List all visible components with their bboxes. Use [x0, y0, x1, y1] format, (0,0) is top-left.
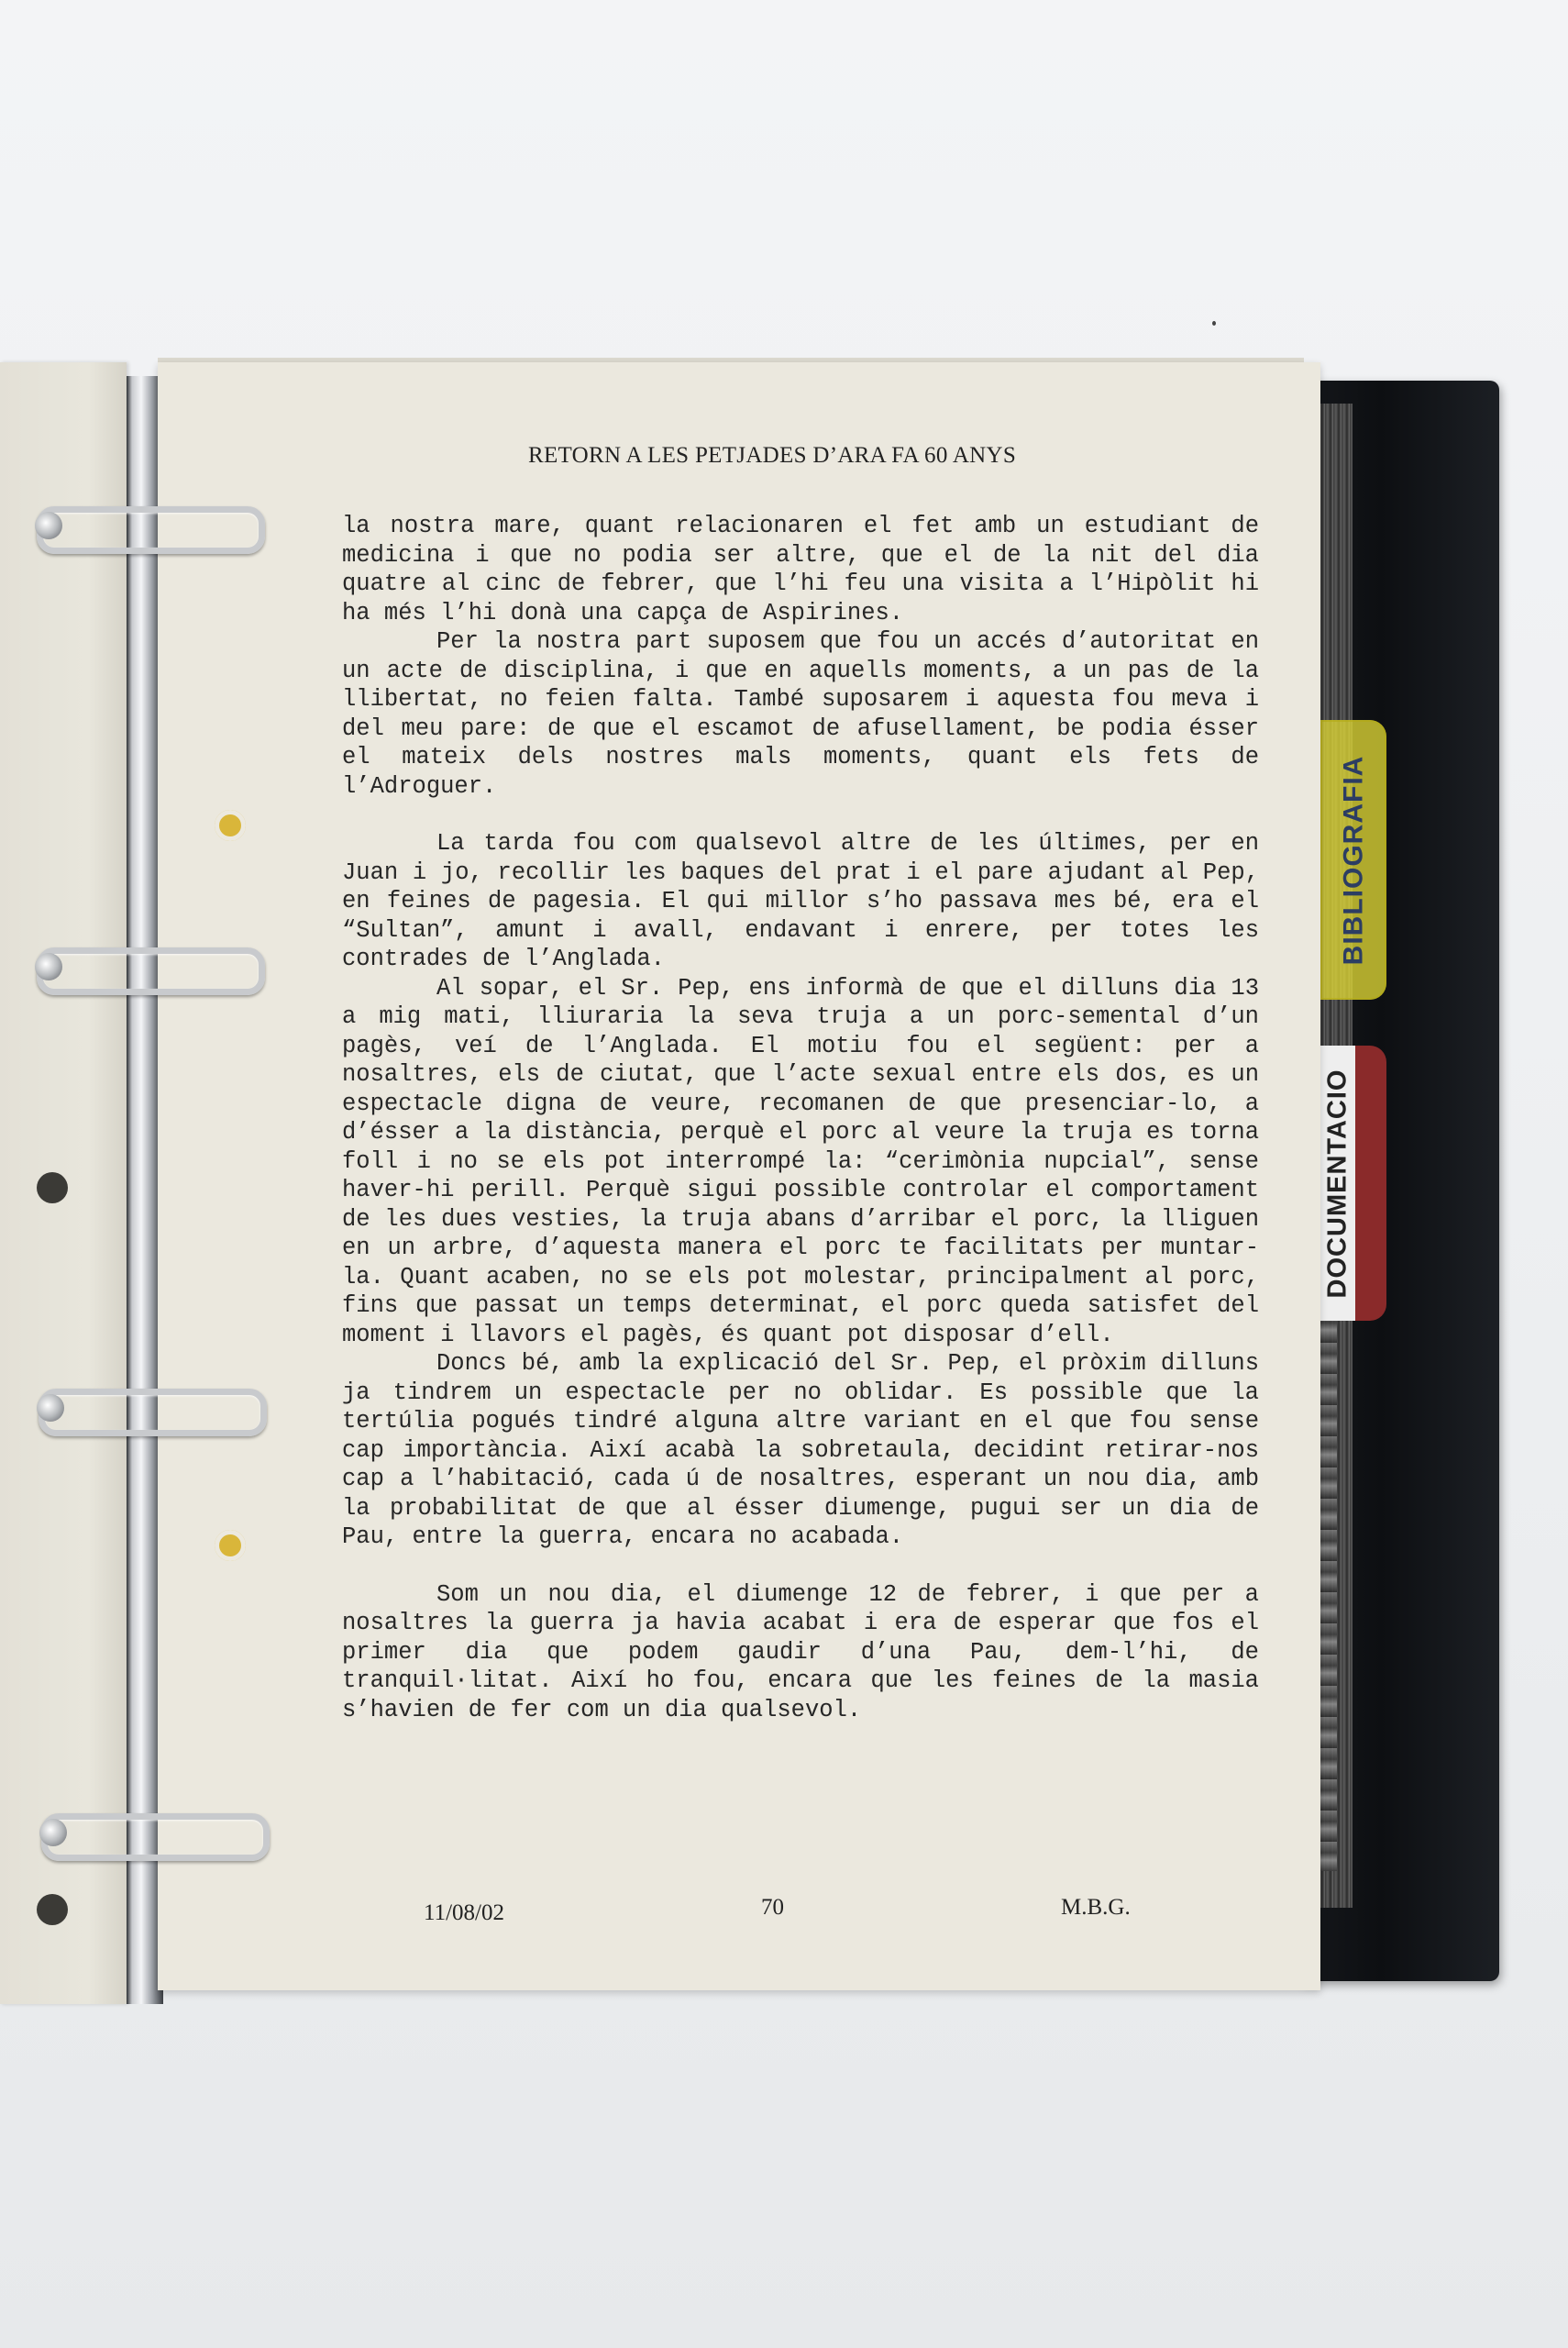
binder-ring [37, 947, 265, 995]
paragraph: Som un nou dia, el diumenge 12 de febrer, i que per a nosaltres la guerra ja havia acabat i era de esperar que fos el primer dia que podem gaudir d’una Pau, dem-l’hi, de tranquil·litat. Així ho fou, encara que les feines de la masia s’havien de fer com un dia qualsevol. [342, 1580, 1259, 1723]
binder-ring-end [35, 953, 62, 980]
tab-documentacio-paper [1320, 1046, 1355, 1321]
tab-documentacio-label: DOCUMENTACIO [1322, 1069, 1353, 1298]
binder-ring [41, 1813, 270, 1861]
body-text [342, 512, 1259, 1724]
binder-ring-end [39, 1819, 67, 1846]
footer-date: 11/08/02 [424, 1900, 504, 1925]
left-page [0, 362, 127, 2004]
punch-hole [215, 1530, 246, 1561]
dust-speck [1212, 321, 1216, 326]
punch-hole [215, 810, 246, 841]
paragraph: Al sopar, el Sr. Pep, ens informà de que el dilluns dia 13 a mig mati, lliuraria la seva truja a un porc-semental d’un pagès, veí de l’Anglada. El motiu fou el següent: per a nosaltres, els de ciutat, que l’acte sexual entre els dos, es un espectacle digna de veure, recomanen de que presenciar-lo, a d’ésser a la distància, perquè el porc al veure la truja es torna foll i no se els pot interrompé la: “cerimònia nupcial”, sense haver-hi perill. Perquè sigui possible controlar el comportament de les dues vesties, la truja abans d’arribar el porc, la lliguen en un arbre, d’aquesta manera el porc te facilitats per muntar-la. Quant acaben, no se els pot molestar, principalment al porc, fins que passat un temps determinat, el porc queda satisfet del moment i llavors el pagès, és quant pot disposar d’ell. [342, 974, 1259, 1348]
binder-ring-end [35, 512, 62, 539]
tab-documentacio[interactable] [1320, 1046, 1386, 1321]
tab-bibliografia-label: BIBLIOGRAFIA [1338, 755, 1368, 965]
binder-ring [39, 1389, 267, 1436]
binder-ring [37, 506, 265, 554]
page-number: 70 [761, 1895, 784, 1920]
paragraph: Doncs bé, amb la explicació del Sr. Pep, el pròxim dilluns ja tindrem un espectacle per no oblidar. Es possible que la tertúlia pogués tindré alguna altre variant en el que fou sense cap importància. Així acabà la sobretaula, decidint retirar-nos cap a l’habitació, cada ú de nosaltres, esperant un nou dia, amb la probabilitat de que al ésser diumenge, pugui ser un dia de Pau, entre la guerra, encara no acabada. [342, 1350, 1259, 1550]
binder-ring-end [37, 1394, 64, 1422]
running-header: RETORN A LES PETJADES D’ARA FA 60 ANYS [528, 443, 1017, 468]
punch-hole [37, 1172, 68, 1203]
footer-author: M.B.G. [1061, 1895, 1131, 1920]
paragraph: Per la nostra part suposem que fou un accés d’autoritat en un acte de disciplina, i que en aquells moments, a un pas de la llibertat, no feien falta. També suposarem i aquesta fou meva i del meu pare: de que el escamot de afusellament, be podia ésser el mateix dels nostres mals moments, quant els fets de l’Adroguer. [342, 628, 1259, 800]
paragraph: la nostra mare, quant relacionaren el fet amb un estudiant de medicina i que no podia ser altre, que el de la nit del dia quatre al cinc de febrer, que l’hi feu una visita a l’Hipòlit hi ha més l’hi donà una capça de Aspirines. [342, 513, 1259, 626]
punch-hole [37, 1894, 68, 1925]
paragraph: La tarda fou com qualsevol altre de les últimes, per en Juan i jo, recollir les baques del prat i el pare ajudant al Pep, en feines de pagesia. El qui millor s’ho passava mes bé, era el “Sultan”, amunt i avall, endavant i enrere, per totes les contrades de l’Anglada. [342, 830, 1259, 972]
tab-bibliografia[interactable] [1320, 720, 1386, 1000]
